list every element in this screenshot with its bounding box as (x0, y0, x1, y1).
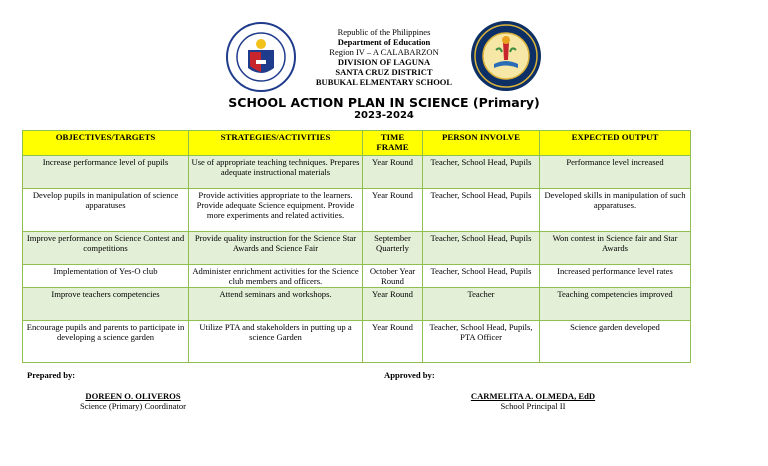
prepared-by-name: DOREEN O. OLIVEROS (85, 391, 181, 401)
table-row (23, 321, 691, 363)
prepared-by-title: Science (Primary) Coordinator (80, 401, 186, 411)
prepared-by-block (60, 391, 206, 411)
table-cell: Won contest in Science fair and Star Awards (540, 232, 691, 265)
header-expected-output: EXPECTED OUTPUT (540, 131, 691, 156)
school-seal-icon (470, 20, 542, 92)
approved-by-title: School Principal II (500, 401, 566, 411)
table-cell: Teacher (423, 288, 540, 321)
prepared-by-label: Prepared by: (27, 370, 76, 380)
region-line: Region IV – A CALABARZON (329, 47, 439, 57)
action-plan-table (22, 130, 691, 363)
table-cell: Year Round (363, 321, 423, 363)
table-cell: Developed skills in manipulation of such apparatuses. (540, 189, 691, 232)
table-cell: September Quarterly (363, 232, 423, 265)
table-cell: Teacher, School Head, Pupils (423, 265, 540, 288)
approved-by-label: Approved by: (384, 370, 435, 380)
table-cell: Utilize PTA and stakeholders in putting up a science Garden (189, 321, 363, 363)
table-cell: Provide quality instruction for the Science Star Awards and Science Fair (189, 232, 363, 265)
table-cell: Attend seminars and workshops. (189, 288, 363, 321)
table-cell: Teacher, School Head, Pupils (423, 156, 540, 189)
school-line: BUBUKAL ELMENTARY SCHOOL (315, 77, 453, 87)
table-cell: Teaching competencies improved (540, 288, 691, 321)
header-objectives: OBJECTIVES/TARGETS (23, 131, 189, 156)
table-row (23, 232, 691, 265)
header-time-frame: TIME FRAME (363, 131, 423, 156)
table-cell: Science garden developed (540, 321, 691, 363)
agency-block (300, 27, 468, 87)
table-cell: Encourage pupils and parents to participate in developing a science garden (23, 321, 189, 363)
page-title: SCHOOL ACTION PLAN IN SCIENCE (Primary) (228, 95, 540, 110)
table-cell: October Year Round (363, 265, 423, 288)
republic-line: Republic of the Philippines (337, 27, 431, 37)
table-cell: Improve performance on Science Contest and competitions (23, 232, 189, 265)
table-cell: Increased performance level rates (540, 265, 691, 288)
school-year: 2023-2024 (354, 110, 414, 121)
table-cell: Performance level increased (540, 156, 691, 189)
header-person-involve: PERSON INVOLVE (423, 131, 540, 156)
table-cell: Teacher, School Head, Pupils (423, 189, 540, 232)
division-line: DIVISION OF LAGUNA (337, 57, 431, 67)
table-cell: Use of appropriate teaching techniques. Prepares adequate instructional materials (189, 156, 363, 189)
table-header-row (23, 131, 691, 156)
table-cell: Teacher, School Head, Pupils, PTA Officer (423, 321, 540, 363)
table-cell: Year Round (363, 288, 423, 321)
table-cell: Teacher, School Head, Pupils (423, 232, 540, 265)
department-line: Department of Education (337, 37, 431, 47)
table-row (23, 156, 691, 189)
approved-by-name: CARMELITA A. OLMEDA, EdD (470, 391, 596, 401)
table-row (23, 189, 691, 232)
table-cell: Provide activities appropriate to the learners. Provide adequate Science equipment. Provide more experiments and related activities. (189, 189, 363, 232)
deped-seal-icon (226, 22, 296, 92)
header-strategies: STRATEGIES/ACTIVITIES (189, 131, 363, 156)
table-cell: Year Round (363, 156, 423, 189)
table-cell: Develop pupils in manipulation of science apparatuses (23, 189, 189, 232)
district-line: SANTA CRUZ DISTRICT (335, 67, 433, 77)
table-row (23, 288, 691, 321)
table-cell: Improve teachers competencies (23, 288, 189, 321)
table-cell: Implementation of Yes-O club (23, 265, 189, 288)
table-cell: Administer enrichment activities for the Science club members and officers. (189, 265, 363, 288)
table-cell: Increase performance level of pupils (23, 156, 189, 189)
letterhead (0, 20, 768, 90)
table-cell: Year Round (363, 189, 423, 232)
approved-by-block (453, 391, 613, 411)
table-row (23, 265, 691, 288)
